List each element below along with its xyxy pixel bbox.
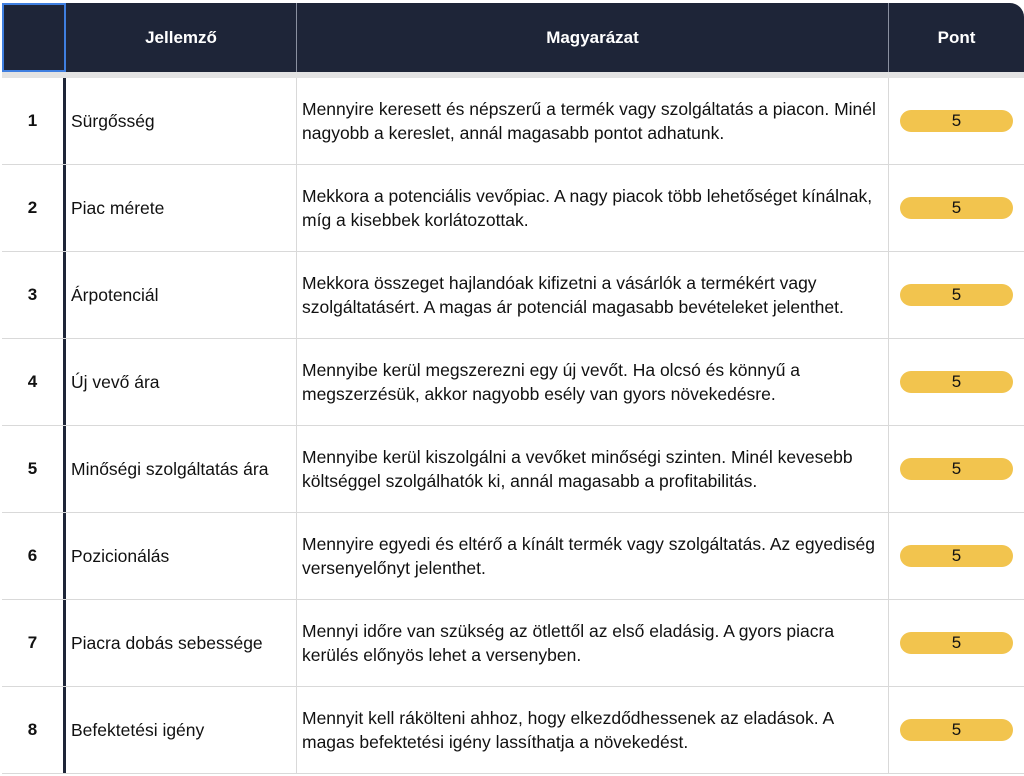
row-number-cell[interactable]: 4 [2,339,66,425]
score-pill[interactable]: 5 [900,545,1013,567]
score-cell[interactable] [889,513,1024,599]
explanation-cell[interactable]: Mekkora összeget hajlandóak kifizetni a vásárlók a termékért vagy szolgáltatásért. A magas ár potenciál magasabb bevételeket jelenthet. [297,252,889,338]
feature-cell[interactable]: Piacra dobás sebessége [66,600,297,686]
table-header [2,3,1024,72]
explanation-cell[interactable]: Mennyit kell rákölteni ahhoz, hogy elkezdődhessenek az eladások. A magas befektetési igény lassíthatja a növekedést. [297,687,889,773]
row-number-cell[interactable]: 2 [2,165,66,251]
score-cell[interactable] [889,600,1024,686]
header-explanation[interactable]: Magyarázat [297,3,889,72]
score-cell[interactable] [889,252,1024,338]
feature-cell[interactable]: Árpotenciál [66,252,297,338]
feature-cell[interactable]: Sürgősség [66,78,297,164]
selected-corner-cell[interactable] [2,3,66,72]
feature-cell[interactable]: Pozicionálás [66,513,297,599]
row-number-cell[interactable]: 6 [2,513,66,599]
row-number-cell[interactable]: 3 [2,252,66,338]
table-row [2,513,1024,600]
score-pill[interactable]: 5 [900,632,1013,654]
score-cell[interactable] [889,78,1024,164]
row-number-cell[interactable]: 7 [2,600,66,686]
feature-cell[interactable]: Új vevő ára [66,339,297,425]
table-row [2,687,1024,774]
score-cell[interactable] [889,426,1024,512]
explanation-cell[interactable]: Mennyire egyedi és eltérő a kínált termék vagy szolgáltatás. Az egyediség versenyelőnyt jelenthet. [297,513,889,599]
table-row [2,426,1024,513]
score-pill[interactable]: 5 [900,458,1013,480]
table-row [2,78,1024,165]
table-row [2,165,1024,252]
explanation-cell[interactable]: Mekkora a potenciális vevőpiac. A nagy piacok több lehetőséget kínálnak, míg a kisebbek korlátozottak. [297,165,889,251]
explanation-cell[interactable]: Mennyire keresett és népszerű a termék vagy szolgáltatás a piacon. Minél nagyobb a kereslet, annál magasabb pontot adhatunk. [297,78,889,164]
explanation-cell[interactable]: Mennyibe kerül kiszolgálni a vevőket minőségi szinten. Minél kevesebb költséggel szolgálhatók ki, annál magasabb a profitabilitás. [297,426,889,512]
table-row [2,600,1024,687]
score-pill[interactable]: 5 [900,371,1013,393]
score-pill[interactable]: 5 [900,284,1013,306]
table-body [2,78,1024,774]
score-cell[interactable] [889,339,1024,425]
row-number-cell[interactable]: 5 [2,426,66,512]
row-number-cell[interactable]: 1 [2,78,66,164]
explanation-cell[interactable]: Mennyi időre van szükség az ötlettől az első eladásig. A gyors piacra kerülés előnyös lehet a versenyben. [297,600,889,686]
table-row [2,339,1024,426]
table-row [2,252,1024,339]
row-number-cell[interactable]: 8 [2,687,66,773]
feature-cell[interactable]: Piac mérete [66,165,297,251]
score-pill[interactable]: 5 [900,197,1013,219]
header-feature[interactable]: Jellemző [66,3,297,72]
score-pill[interactable]: 5 [900,110,1013,132]
header-score[interactable]: Pont [937,27,976,47]
feature-cell[interactable]: Minőségi szolgáltatás ára [66,426,297,512]
score-cell[interactable] [889,687,1024,773]
score-pill[interactable]: 5 [900,719,1013,741]
explanation-cell[interactable]: Mennyibe kerül megszerezni egy új vevőt. Ha olcsó és könnyű a megszerzésük, akkor nagyobb esély van gyors növekedésre. [297,339,889,425]
score-cell[interactable] [889,165,1024,251]
feature-cell[interactable]: Befektetési igény [66,687,297,773]
